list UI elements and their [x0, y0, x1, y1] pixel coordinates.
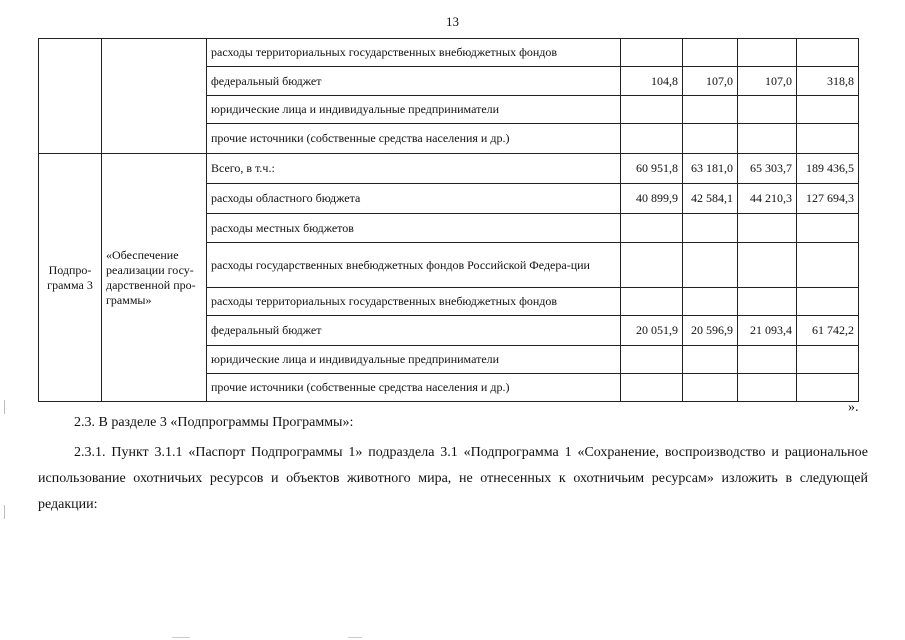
value-cell: 65 303,7 — [738, 154, 797, 184]
funding-source: прочие источники (собственные средства населения и др.) — [207, 124, 621, 154]
value-cell: 20 051,9 — [621, 316, 683, 346]
funding-source: юридические лица и индивидуальные предприниматели — [207, 96, 621, 124]
value-cell — [797, 96, 859, 124]
budget-table — [38, 38, 859, 402]
value-cell — [621, 346, 683, 374]
value-cell — [683, 214, 738, 243]
value-cell: 189 436,5 — [797, 154, 859, 184]
value-cell — [738, 288, 797, 316]
value-cell: 21 093,4 — [738, 316, 797, 346]
value-cell — [738, 243, 797, 288]
value-cell — [621, 96, 683, 124]
value-cell — [797, 39, 859, 67]
value-cell — [738, 124, 797, 154]
subprogram-task-cell: «Обеспечение реализации госу-дарственной про-граммы» — [102, 154, 207, 402]
value-cell: 44 210,3 — [738, 184, 797, 214]
value-cell: 60 951,8 — [621, 154, 683, 184]
value-cell — [621, 124, 683, 154]
funding-source: федеральный бюджет — [207, 316, 621, 346]
funding-source: прочие источники (собственные средства населения и др.) — [207, 374, 621, 402]
value-cell — [797, 243, 859, 288]
subprogram-name-cell: Подпро-грамма 3 — [39, 154, 102, 402]
funding-source: расходы местных бюджетов — [207, 214, 621, 243]
value-cell — [738, 39, 797, 67]
value-cell — [797, 124, 859, 154]
value-cell — [797, 346, 859, 374]
value-cell — [683, 346, 738, 374]
closing-quote: ». — [848, 400, 859, 415]
section-heading: 2.3. В разделе 3 «Подпрограммы Программы»: — [74, 415, 354, 430]
binder-mark — [4, 505, 5, 519]
value-cell — [621, 39, 683, 67]
funding-source: юридические лица и индивидуальные предприниматели — [207, 346, 621, 374]
scan-mark — [172, 637, 190, 638]
value-cell — [621, 214, 683, 243]
prev-task-cell — [102, 39, 207, 154]
value-cell — [683, 96, 738, 124]
value-cell — [683, 39, 738, 67]
funding-source: расходы территориальных государственных внебюджетных фондов — [207, 288, 621, 316]
value-cell: 127 694,3 — [797, 184, 859, 214]
value-cell: 318,8 — [797, 67, 859, 96]
scan-mark — [348, 637, 362, 638]
value-cell — [797, 374, 859, 402]
value-cell — [738, 346, 797, 374]
value-cell: 107,0 — [738, 67, 797, 96]
value-cell — [738, 214, 797, 243]
value-cell — [683, 124, 738, 154]
table-row — [39, 154, 859, 184]
value-cell — [621, 374, 683, 402]
value-cell — [797, 288, 859, 316]
value-cell — [683, 243, 738, 288]
value-cell: 61 742,2 — [797, 316, 859, 346]
value-cell — [621, 288, 683, 316]
budget-table-body — [39, 39, 859, 402]
value-cell — [621, 243, 683, 288]
value-cell — [683, 374, 738, 402]
value-cell: 107,0 — [683, 67, 738, 96]
prev-program-cell — [39, 39, 102, 154]
funding-source: расходы территориальных государственных внебюджетных фондов — [207, 39, 621, 67]
value-cell: 63 181,0 — [683, 154, 738, 184]
value-cell: 104,8 — [621, 67, 683, 96]
value-cell — [683, 288, 738, 316]
funding-source: расходы государственных внебюджетных фондов Российской Федера-ции — [207, 243, 621, 288]
funding-source: федеральный бюджет — [207, 67, 621, 96]
table-row — [39, 39, 859, 67]
binder-mark — [4, 400, 5, 414]
value-cell: 20 596,9 — [683, 316, 738, 346]
value-cell — [738, 374, 797, 402]
funding-source: Всего, в т.ч.: — [207, 154, 621, 184]
value-cell: 40 899,9 — [621, 184, 683, 214]
page-number: 13 — [446, 14, 459, 29]
value-cell: 42 584,1 — [683, 184, 738, 214]
body-paragraph: 2.3.1. Пункт 3.1.1 «Паспорт Подпрограммы 1» подраздела 3.1 «Подпрограмма 1 «Сохранение, воспроизводство и рациональное использование охотничьих ресурсов и объектов животного мира, не отнесенных к охотничьим ресурсам» изложить в следующей редакции: — [38, 445, 868, 512]
value-cell — [738, 96, 797, 124]
funding-source: расходы областного бюджета — [207, 184, 621, 214]
value-cell — [797, 214, 859, 243]
